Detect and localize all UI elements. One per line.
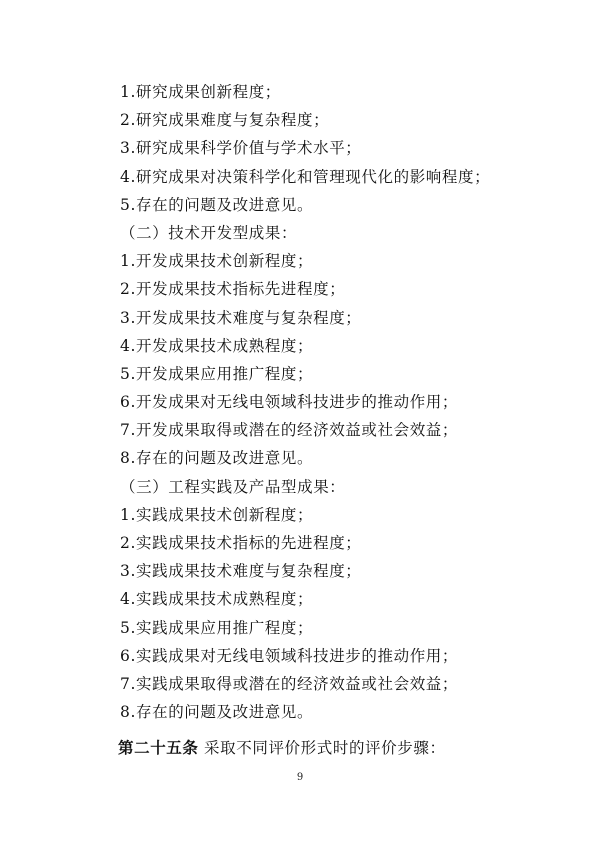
list-item: 1.实践成果技术创新程度； xyxy=(120,505,314,524)
section-heading-3: （三）工程实践及产品型成果： xyxy=(120,477,346,496)
list-item: 2.研究成果难度与复杂程度； xyxy=(120,111,330,130)
list-item: 3.研究成果科学价值与学术水平； xyxy=(120,139,362,158)
list-item: 8.存在的问题及改进意见。 xyxy=(120,703,314,722)
page-number: 9 xyxy=(296,772,304,783)
list-item: 4.实践成果技术成熟程度； xyxy=(120,590,314,609)
list-item: 5.实践成果应用推广程度； xyxy=(120,618,314,637)
section-heading-2: （二）技术开发型成果： xyxy=(120,223,298,242)
list-item: 2.开发成果技术指标先进程度； xyxy=(120,280,346,299)
list-item: 6.实践成果对无线电领域科技进步的推动作用； xyxy=(120,646,458,665)
list-item: 3.开发成果技术难度与复杂程度； xyxy=(120,308,362,327)
list-item: 2.实践成果技术指标的先进程度； xyxy=(120,534,362,552)
list-item: 7.实践成果取得或潜在的经济效益或社会效益； xyxy=(120,674,458,693)
article-number: 第二十五条 xyxy=(118,738,199,758)
list-item: 5.存在的问题及改进意见。 xyxy=(120,195,314,214)
body-text xyxy=(0,78,600,763)
list-item: 1.开发成果技术创新程度； xyxy=(120,252,314,271)
list-item: 1.研究成果创新程度； xyxy=(120,83,281,101)
list-item: 4.开发成果技术成熟程度； xyxy=(120,336,314,355)
article-text: 采取不同评价形式时的评价步骤： xyxy=(204,739,446,758)
article-heading xyxy=(0,734,600,762)
list-item: 8.存在的问题及改进意见。 xyxy=(120,449,314,468)
list-item: 3.实践成果技术难度与复杂程度； xyxy=(120,562,362,581)
list-item: 5.开发成果应用推广程度； xyxy=(120,364,314,383)
list-item: 6.开发成果对无线电领域科技进步的推动作用； xyxy=(120,393,458,412)
list-item: 7.开发成果取得或潜在的经济效益或社会效益； xyxy=(120,421,458,440)
list-item: 4.研究成果对决策科学化和管理现代化的影响程度； xyxy=(120,167,491,186)
